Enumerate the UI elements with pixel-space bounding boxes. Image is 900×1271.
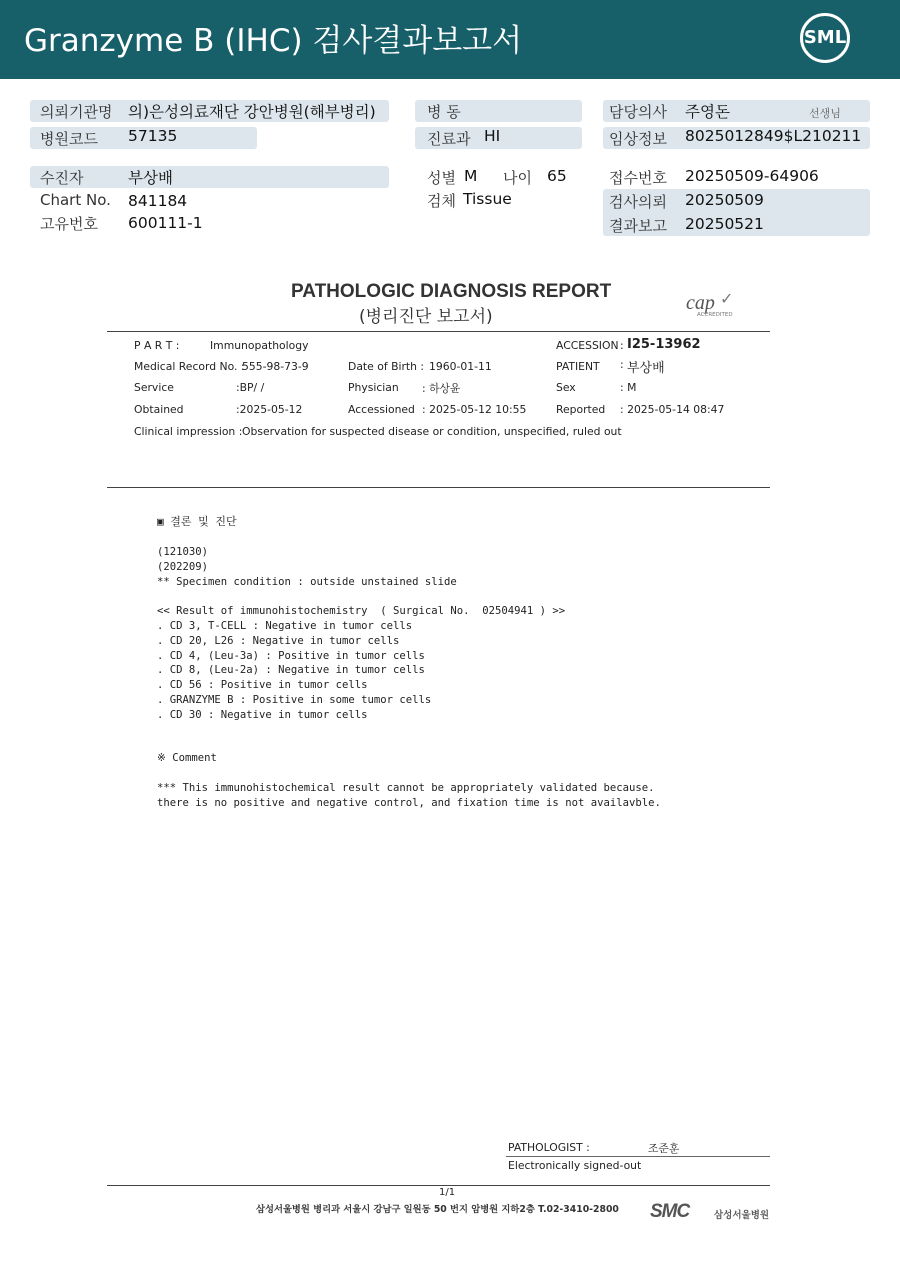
diagnosis-body <box>157 545 565 723</box>
top-rule <box>107 331 770 332</box>
part-value: Immunopathology <box>210 339 309 352</box>
diagnosis-line: ** Specimen condition : outside unstained slide <box>157 575 457 588</box>
section-title: ▣ 결론 및 진단 <box>157 515 237 528</box>
doctor-value: 주영돈 <box>685 103 730 121</box>
age-value: 65 <box>547 167 567 185</box>
uid-value: 600111-1 <box>128 214 203 232</box>
reported-label: Reported <box>556 403 606 416</box>
req-org-value: 의)은성의료재단 강안병원(해부병리) <box>128 103 376 121</box>
dept-value: HI <box>484 127 501 145</box>
receipt-value: 20250509-64906 <box>685 167 819 185</box>
smc-logo-name: 삼성서울병원 <box>714 1210 770 1221</box>
accession-value: I25-13962 <box>627 337 701 352</box>
obtained-label: Obtained <box>134 403 184 416</box>
patient-row <box>30 166 389 188</box>
pathologist-label: PATHOLOGIST : <box>508 1141 590 1154</box>
mid-rule <box>107 487 770 488</box>
uid-label: 고유번호 <box>40 215 98 233</box>
dob-value: 1960-01-11 <box>429 360 492 373</box>
doctor-label: 담당의사 <box>609 103 667 121</box>
test-req-value: 20250509 <box>685 191 764 209</box>
report-subtitle: (병리진단 보고서) <box>359 307 493 327</box>
diagnosis-line: . GRANZYME B : Positive in some tumor cells <box>157 693 432 706</box>
document-title: Granzyme B (IHC) 검사결과보고서 <box>24 23 523 59</box>
mrn-label: Medical Record No. : <box>134 360 245 373</box>
patient-label: 수진자 <box>40 169 84 187</box>
sex-value-report: : M <box>620 381 637 394</box>
diagnosis-line: . CD 8, (Leu-2a) : Negative in tumor cells <box>157 664 425 677</box>
pathologist-value: 조준훈 <box>648 1142 680 1155</box>
hosp-code-value: 57135 <box>128 127 178 145</box>
report-title: PATHOLOGIC DIAGNOSIS REPORT <box>291 281 612 302</box>
accession-label: ACCESSION <box>556 339 619 352</box>
service-label: Service <box>134 381 174 394</box>
patient-label-report: PATIENT <box>556 360 600 373</box>
accessioned-label: Accessioned <box>348 403 415 416</box>
diagnosis-line <box>157 589 565 604</box>
clinical-label: 임상정보 <box>609 130 667 148</box>
req-org-label: 의뢰기관명 <box>40 103 113 121</box>
physician-label: Physician <box>348 381 399 394</box>
diagnosis-line: << Result of immunohistochemistry ( Surgical No. 02504941 ) >> <box>157 605 566 618</box>
sex-value: M <box>464 167 478 185</box>
dept-label: 진료과 <box>427 130 471 148</box>
ward-label: 병 동 <box>427 103 461 121</box>
patient-value: 부상배 <box>128 169 173 187</box>
result-label: 결과보고 <box>609 217 667 235</box>
specimen-label: 검체 <box>427 192 456 210</box>
accessioned-value: : 2025-05-12 10:55 <box>422 403 527 416</box>
dob-label: Date of Birth : <box>348 360 425 373</box>
sex-label: 성별 <box>427 169 456 187</box>
hosp-code-label: 병원코드 <box>40 130 98 148</box>
comment-body <box>157 781 661 811</box>
reported-value: : 2025-05-14 08:47 <box>620 403 725 416</box>
patient-value-report: 부상배 <box>627 361 665 376</box>
chart-value: 841184 <box>128 192 188 210</box>
sex-label-report: Sex <box>556 381 576 394</box>
mrn-value: 555-98-73-9 <box>242 360 309 373</box>
clinical-impression-value: Observation for suspected disease or condition, unspecified, ruled out <box>242 425 622 438</box>
footer-address: 삼성서울병원 병리과 서울시 강남구 일원동 50 번지 암병원 지하2층 T.02-3410-2800 <box>256 1204 619 1215</box>
comment-title: ※ Comment <box>157 752 217 764</box>
receipt-label: 접수번호 <box>609 169 667 187</box>
diagnosis-line: . CD 3, T-CELL : Negative in tumor cells <box>157 619 413 632</box>
doctor-suffix: 선생님 <box>809 107 841 120</box>
page-number: 1/1 <box>439 1187 456 1198</box>
footer-rule <box>107 1185 770 1186</box>
comment-line: *** This immunohistochemical result cannot be appropriately validated because. <box>157 782 655 794</box>
diagnosis-line: . CD 56 : Positive in tumor cells <box>157 679 368 692</box>
diagnosis-line: (202209) <box>157 560 209 573</box>
diagnosis-line: . CD 20, L26 : Negative in tumor cells <box>157 634 400 647</box>
diagnosis-line: . CD 30 : Negative in tumor cells <box>157 708 368 721</box>
smc-logo: SMC <box>650 1201 690 1222</box>
signature-rule <box>506 1156 770 1157</box>
obtained-value: :2025-05-12 <box>236 403 303 416</box>
cap-logo: cap <box>686 292 715 314</box>
signed-out: Electronically signed-out <box>508 1159 642 1172</box>
diagnosis-line: . CD 4, (Leu-3a) : Positive in tumor cells <box>157 649 425 662</box>
sml-logo: SML <box>800 13 850 63</box>
specimen-value: Tissue <box>463 190 512 208</box>
age-label: 나이 <box>503 169 532 187</box>
clinical-impression-label: Clinical impression : <box>134 425 243 438</box>
chart-label: Chart No. <box>40 191 111 209</box>
result-value: 20250521 <box>685 215 764 233</box>
part-label: P A R T : <box>134 339 180 352</box>
check-icon: ✓ <box>720 289 734 308</box>
physician-value: : 하상윤 <box>422 382 461 395</box>
diagnosis-line: (121030) <box>157 546 209 558</box>
service-value: :BP/ / <box>236 381 265 394</box>
test-req-label: 검사의뢰 <box>609 193 667 211</box>
clinical-value: 8025012849$L210211 <box>685 127 862 145</box>
comment-line: there is no positive and negative control, and fixation time is not availavble. <box>157 796 661 809</box>
cap-accredited: ACCREDITED <box>697 312 733 318</box>
